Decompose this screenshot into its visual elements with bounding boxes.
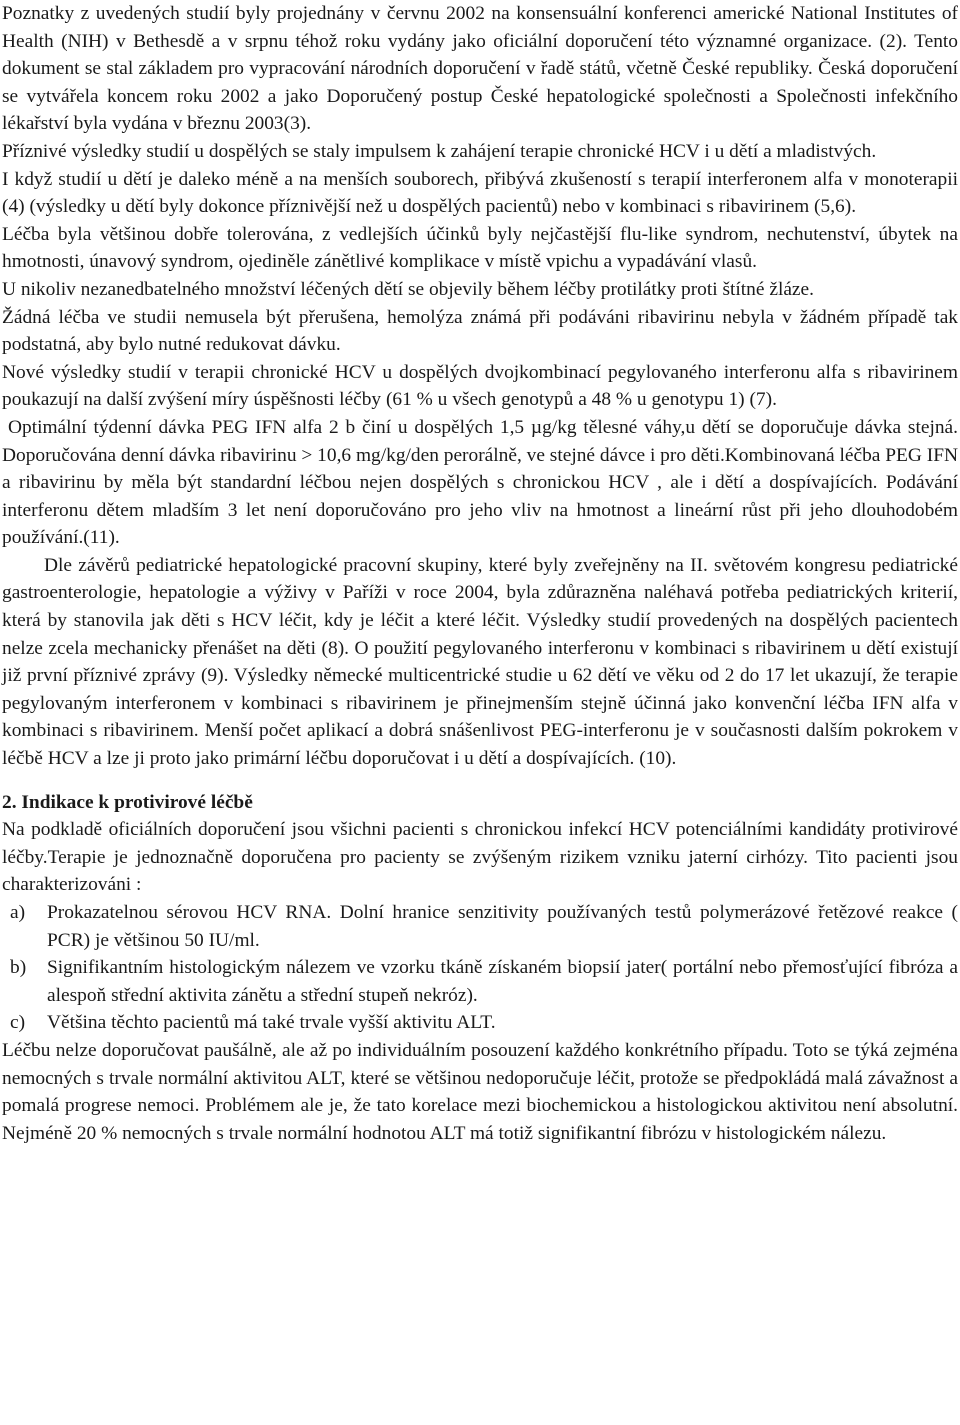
paragraph-tolerance: Léčba byla většinou dobře tolerována, z vedlejších účinků byly nejčastější flu-like syndrom, nechutenství, úbytek na hmotnosti, únavový syndrom, ojediněle zánětlivé komplikace v místě vpichu a vypadávání vlasů. (2, 223, 958, 273)
section-spacer (2, 773, 958, 789)
section-intro: Na podkladě oficiálních doporučení jsou všichni pacienti s chronickou infekcí HCV potenciálními kandidáty protivirové léčby.Terapie je jednoznačně doporučena pro pacienty se zvýšeným rizikem vzniku jaterní cirhózy. Tito pacienti jsou charakterizováni : (2, 819, 958, 896)
paragraph-nih-consensus: Poznatky z uvedených studií byly projednány v červnu 2002 na konsensuální konferenci americké National Institutes of Health (NIH) v Bethesdě a v srpnu téhož roku vydány jako oficiální doporučení této významné organizace. (2). Tento dokument se stal základem pro vypracování národních doporučení v řadě států, včetně České republiky. Česká doporučení se vytvářela koncem roku 2002 a jako Doporučený postup České hepatologické společnosti a Společnosti infekčního lékařství byla vydána v březnu 2003(3). (2, 3, 958, 135)
list-marker: c) (10, 1012, 26, 1034)
criteria-list (2, 899, 958, 1037)
paragraph-hemolysis: Žádná léčba ve studii nemusela být přerušena, hemolýza známá při podáváni ribavirinu nebyla v žádném případě tak podstatná, aby bylo nutné redukovat dávku. (2, 306, 958, 356)
section-heading: 2. Indikace k protivirové léčbě (2, 791, 253, 813)
list-item (2, 1009, 958, 1037)
list-marker: a) (10, 902, 26, 923)
paragraph-children-studies: I když studií u dětí je daleko méně a na menších souborech, přibývá zkušeností s terapií interferonem alfa v monoterapii (4) (výsledky u dětí byly dokonce příznivější než u dospělých pacientů) nebo v kombinaci s ribavirinem (5,6). (2, 168, 958, 218)
paragraph-new-results: Nové výsledky studií v terapii chronické HCV u dospělých dvojkombinací pegylovaného interferonu alfa s ribavirinem poukazují na další zvýšení míry úspěšnosti léčby (61 % u všech genotypů a 48 % u genotypu 1) (7). (2, 361, 958, 411)
paragraph-pediatric-conclusions: Dle závěrů pediatrické hepatologické pracovní skupiny, které byly zveřejněny na II. světovém kongresu pediatrické gastroenterologie, hepatologie a výživy v Paříži v roce 2004, byla zdůrazněna naléhavá potřeba pediatrických kriterií, která by stanovila jak děti s HCV léčit, kdy je léčit a které léčit. Výsledky studií provedených na dospělých pacientech nelze zcela mechanicky přenášet na děti (8). O použití pegylovaného interferonu v kombinaci s ribavirinem u dětí existují již první příznivé zprávy (9). Výsledky německé multicentrické studie u 62 dětí ve věku od 2 do 17 let ukazují, že terapie pegylovaným interferonem v kombinaci s ribavirinem je přinejmenším stejně účinná jako konvenční léčba IFN alfa v kombinaci s ribavirinem. Menší počet aplikací a dobrá snášenlivost PEG-interferonu je v současnosti dalším pokrokem v léčbě HCV a lze ji proto jako primární léčbu doporučovat i u dětí a dospívajících. (10). (2, 554, 958, 770)
paragraph-thyroid-antibodies: U nikoliv nezanedbatelného množství léčených dětí se objevily během léčby protilátky proti štítné žláze. (2, 278, 814, 300)
list-item-text: Prokazatelnou sérovou HCV RNA. Dolní hranice senzitivity používaných testů polymerázové řetězové reakce ( PCR) je většinou 50 IU/ml. (47, 902, 958, 951)
section-closing: Léčbu nelze doporučovat paušálně, ale až po individuálním posouzení každého konkrétního případu. Toto se týká zejména nemocných s trvale normální aktivitou ALT, které se většinou nedoporučuje léčit, protože se předpokládá malá závažnost a pomalá progrese nemoci. Problémem ale je, že tato korelace mezi biochemickou a histologickou aktivitou není absolutní. Nejméně 20 % nemocných s trvale normální hodnotou ALT má totiž signifikantní fibrózu v histologickém nálezu. (2, 1039, 958, 1144)
list-item (2, 954, 958, 1009)
list-item-text: Signifikantním histologickým nálezem ve vzorku tkáně získaném biopsií jater( portální nebo přemosťující fibróza a alespoň střední aktivita zánětu a střední stupeň nekróz). (47, 957, 958, 1006)
section-indications (2, 789, 958, 1148)
paragraph-adult-results: Příznivé výsledky studií u dospělých se staly impulsem k zahájení terapie chronické HCV i u dětí a mladistvých. (2, 140, 877, 162)
paragraph-dosage: Optimální týdenní dávka PEG IFN alfa 2 b činí u dospělých 1,5 µg/kg tělesné váhy,u dětí se doporučuje dávka stejná. Doporučována denní dávka ribavirinu > 10,6 mg/kg/den perorálně, ve stejné dávce i pro děti.Kombinovaná léčba PEG IFN a ribavirinu by měla být standardní léčbou nejen dospělých s chronickou HCV , ale i dětí a dospívajících. Podávání interferonu dětem mladším 3 let není doporučováno pro jeho vliv na hmotnost a lineární růst při jeho dlouhodobém používání.(11). (2, 416, 958, 549)
list-item-text: Většina těchto pacientů má také trvale vyšší aktivitu ALT. (47, 1012, 496, 1034)
list-item (2, 899, 958, 954)
list-marker: b) (10, 957, 27, 979)
